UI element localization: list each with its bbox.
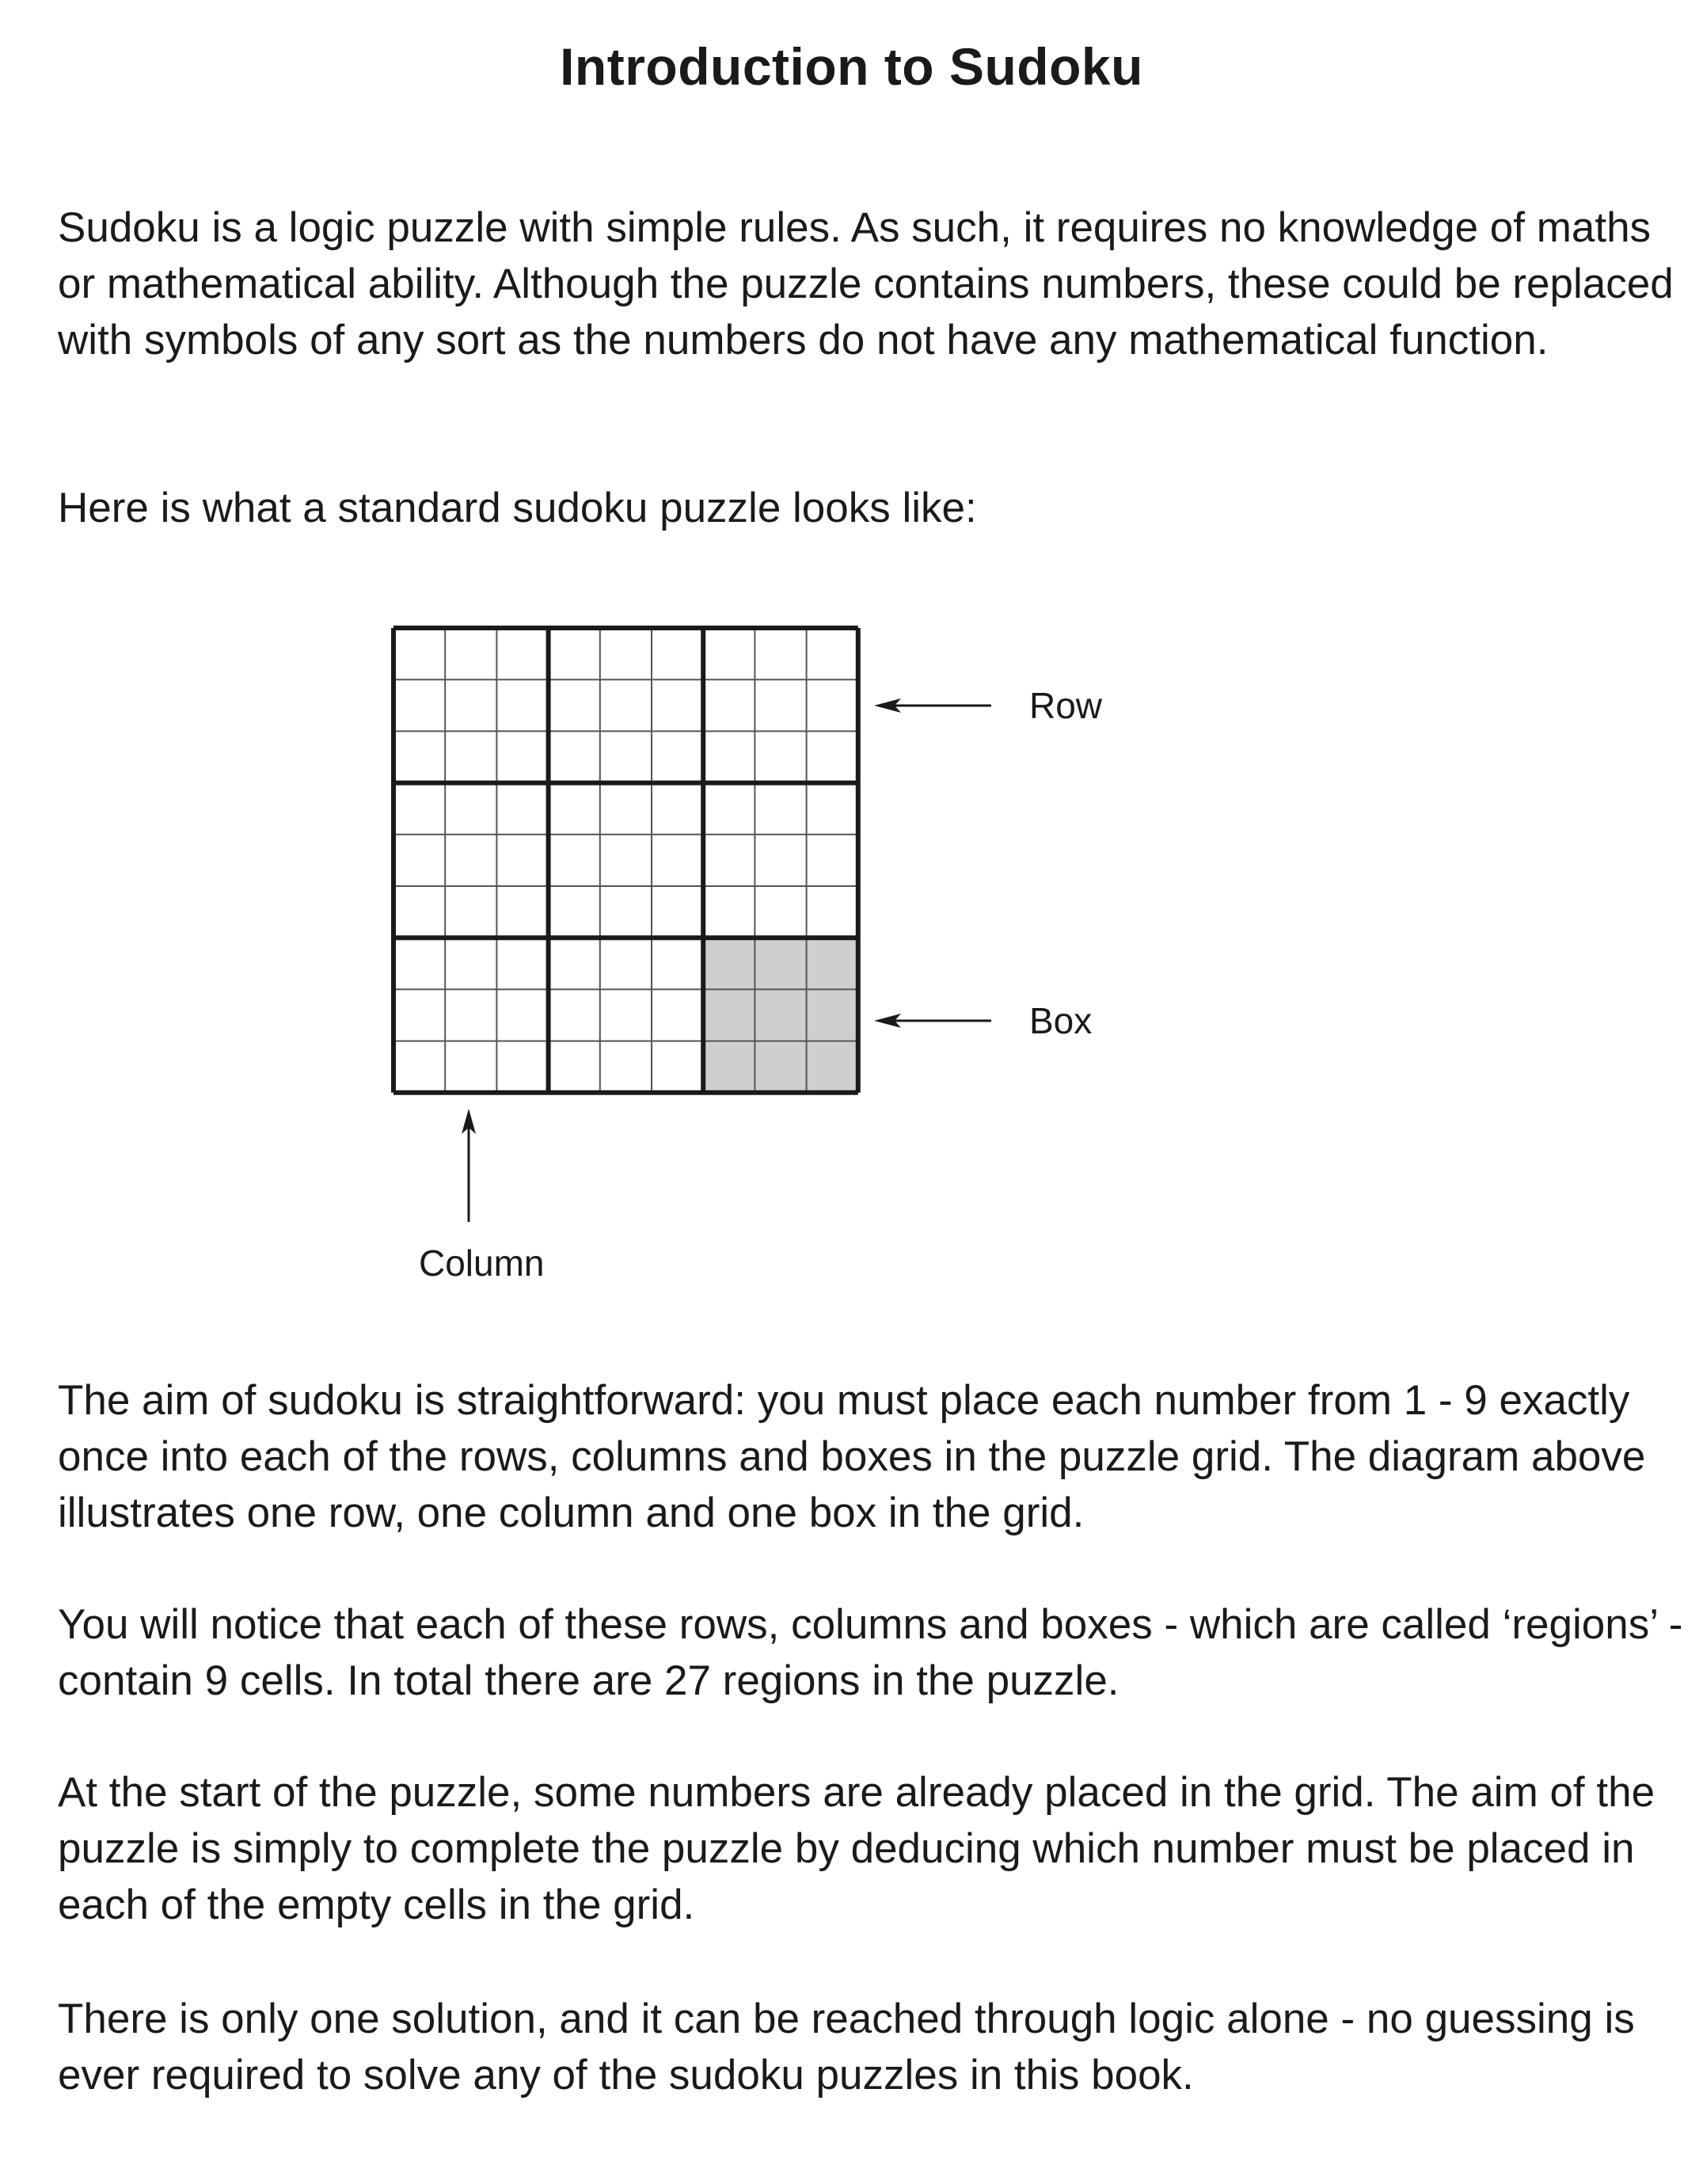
column-arrow [462,1109,476,1222]
intro-paragraph: Sudoku is a logic puzzle with simple rules. As such, it requires no knowledge of maths or mathematical ability. Although the puzzle contains numbers, these could be replaced with symbols of any sort as the numbers do not have any mathematical function. [58,204,1674,363]
row-arrow [874,698,991,713]
box-arrow [874,1014,991,1028]
grid-box-lines [393,628,858,1093]
regions-paragraph: You will notice that each of these rows, columns and boxes - which are called ‘regions’ - contain 9 cells. In total there are 27 regions in the puzzle. [58,1601,1683,1704]
column-label: Column [419,1242,545,1284]
grid-thin-lines [393,628,858,1093]
highlighted-box [703,938,858,1093]
aim-paragraph: The aim of sudoku is straightforward: you must place each number from 1 - 9 exactly once into each of the rows, columns and boxes in the puzzle grid. The diagram above illustrates one row, one column and one box in the grid. [58,1377,1646,1536]
solution-paragraph: There is only one solution, and it can be reached through logic alone - no guessing is ever required to solve any of the sudoku puzzles in this book. [58,1996,1635,2098]
row-label: Row [1029,685,1103,726]
start-paragraph: At the start of the puzzle, some numbers are already placed in the grid. The aim of the puzzle is simply to complete the puzzle by deducing which number must be placed in each of the empty cells in the grid. [58,1769,1655,1928]
box-label: Box [1029,1000,1093,1041]
page-title: Introduction to Sudoku [560,37,1143,97]
diagram-intro-paragraph: Here is what a standard sudoku puzzle looks like: [58,485,977,531]
